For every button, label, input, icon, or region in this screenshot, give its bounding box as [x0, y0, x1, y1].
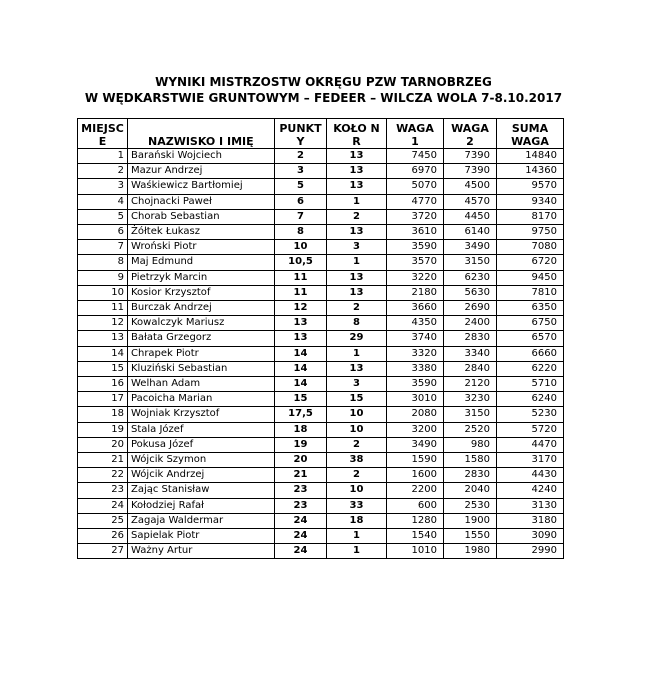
cell-waga2: 3150 — [444, 255, 497, 270]
results-table — [77, 118, 564, 559]
cell-nazwisko: Kowalczyk Mariusz — [128, 316, 275, 331]
table-header-row — [78, 119, 564, 149]
table-row — [78, 422, 564, 437]
cell-waga2: 2040 — [444, 483, 497, 498]
cell-waga1: 5070 — [387, 179, 444, 194]
cell-miejsce: 11 — [78, 301, 128, 316]
cell-miejsce: 25 — [78, 513, 128, 528]
cell-suma: 6570 — [497, 331, 564, 346]
cell-nazwisko: Ważny Artur — [128, 544, 275, 559]
cell-nazwisko: Chorab Sebastian — [128, 209, 275, 224]
cell-nazwisko: Pietrzyk Marcin — [128, 270, 275, 285]
cell-waga1: 3720 — [387, 209, 444, 224]
cell-kolo: 3 — [327, 377, 387, 392]
table-row — [78, 285, 564, 300]
cell-miejsce: 7 — [78, 240, 128, 255]
cell-waga2: 2530 — [444, 498, 497, 513]
cell-nazwisko: Chrapek Piotr — [128, 346, 275, 361]
cell-punkty: 2 — [275, 149, 327, 164]
cell-punkty: 21 — [275, 468, 327, 483]
cell-punkty: 14 — [275, 346, 327, 361]
cell-miejsce: 3 — [78, 179, 128, 194]
cell-waga1: 2180 — [387, 285, 444, 300]
cell-miejsce: 23 — [78, 483, 128, 498]
cell-suma: 14360 — [497, 164, 564, 179]
cell-waga2: 2830 — [444, 468, 497, 483]
cell-kolo: 1 — [327, 194, 387, 209]
cell-punkty: 18 — [275, 422, 327, 437]
cell-miejsce: 9 — [78, 270, 128, 285]
cell-miejsce: 12 — [78, 316, 128, 331]
cell-suma: 6660 — [497, 346, 564, 361]
cell-suma: 3180 — [497, 513, 564, 528]
cell-waga1: 3010 — [387, 392, 444, 407]
cell-nazwisko: Pacoicha Marian — [128, 392, 275, 407]
cell-waga2: 3230 — [444, 392, 497, 407]
cell-waga1: 1280 — [387, 513, 444, 528]
cell-waga2: 1550 — [444, 529, 497, 544]
cell-kolo: 13 — [327, 179, 387, 194]
cell-punkty: 7 — [275, 209, 327, 224]
cell-waga2: 4570 — [444, 194, 497, 209]
cell-suma: 6750 — [497, 316, 564, 331]
cell-nazwisko: Zając Stanisław — [128, 483, 275, 498]
cell-punkty: 23 — [275, 483, 327, 498]
table-row — [78, 513, 564, 528]
table-row — [78, 270, 564, 285]
cell-waga1: 3660 — [387, 301, 444, 316]
cell-miejsce: 15 — [78, 361, 128, 376]
cell-kolo: 13 — [327, 164, 387, 179]
cell-suma: 9570 — [497, 179, 564, 194]
cell-waga1: 4770 — [387, 194, 444, 209]
cell-waga1: 2080 — [387, 407, 444, 422]
cell-punkty: 24 — [275, 513, 327, 528]
header-nazwisko: NAZWISKO I IMIĘ — [128, 119, 275, 149]
cell-suma: 9450 — [497, 270, 564, 285]
cell-miejsce: 21 — [78, 453, 128, 468]
cell-punkty: 14 — [275, 377, 327, 392]
cell-punkty: 17,5 — [275, 407, 327, 422]
cell-waga1: 3590 — [387, 240, 444, 255]
header-miejsce: MIEJSC E — [78, 119, 128, 149]
cell-suma: 6350 — [497, 301, 564, 316]
cell-kolo: 13 — [327, 285, 387, 300]
cell-kolo: 13 — [327, 149, 387, 164]
cell-waga1: 3320 — [387, 346, 444, 361]
cell-nazwisko: Pokusa Józef — [128, 437, 275, 452]
cell-waga1: 1010 — [387, 544, 444, 559]
table-row — [78, 301, 564, 316]
header-punkty: PUNKT Y — [275, 119, 327, 149]
cell-waga2: 2690 — [444, 301, 497, 316]
cell-waga1: 3570 — [387, 255, 444, 270]
cell-nazwisko: Welhan Adam — [128, 377, 275, 392]
cell-punkty: 15 — [275, 392, 327, 407]
cell-punkty: 19 — [275, 437, 327, 452]
cell-miejsce: 24 — [78, 498, 128, 513]
cell-punkty: 11 — [275, 285, 327, 300]
table-row — [78, 194, 564, 209]
table-row — [78, 483, 564, 498]
cell-miejsce: 19 — [78, 422, 128, 437]
cell-punkty: 10,5 — [275, 255, 327, 270]
cell-waga2: 2520 — [444, 422, 497, 437]
cell-suma: 3130 — [497, 498, 564, 513]
cell-kolo: 2 — [327, 437, 387, 452]
cell-waga2: 3340 — [444, 346, 497, 361]
cell-waga1: 3220 — [387, 270, 444, 285]
cell-punkty: 13 — [275, 331, 327, 346]
cell-miejsce: 13 — [78, 331, 128, 346]
cell-suma: 6240 — [497, 392, 564, 407]
cell-punkty: 14 — [275, 361, 327, 376]
cell-punkty: 23 — [275, 498, 327, 513]
cell-nazwisko: Kosior Krzysztof — [128, 285, 275, 300]
cell-waga2: 5630 — [444, 285, 497, 300]
cell-waga2: 1900 — [444, 513, 497, 528]
cell-miejsce: 22 — [78, 468, 128, 483]
cell-punkty: 11 — [275, 270, 327, 285]
table-row — [78, 437, 564, 452]
document-title: WYNIKI MISTRZOSTW OKRĘGU PZW TARNOBRZEG — [155, 75, 492, 89]
cell-suma: 7080 — [497, 240, 564, 255]
cell-miejsce: 5 — [78, 209, 128, 224]
cell-waga1: 3590 — [387, 377, 444, 392]
cell-waga2: 6230 — [444, 270, 497, 285]
cell-suma: 7810 — [497, 285, 564, 300]
cell-miejsce: 26 — [78, 529, 128, 544]
cell-miejsce: 14 — [78, 346, 128, 361]
cell-kolo: 1 — [327, 544, 387, 559]
cell-waga2: 2830 — [444, 331, 497, 346]
cell-suma: 6220 — [497, 361, 564, 376]
cell-punkty: 13 — [275, 316, 327, 331]
cell-nazwisko: Mazur Andrzej — [128, 164, 275, 179]
cell-waga1: 600 — [387, 498, 444, 513]
cell-kolo: 2 — [327, 468, 387, 483]
cell-nazwisko: Bałata Grzegorz — [128, 331, 275, 346]
cell-waga2: 7390 — [444, 149, 497, 164]
cell-kolo: 13 — [327, 225, 387, 240]
cell-kolo: 33 — [327, 498, 387, 513]
cell-kolo: 10 — [327, 422, 387, 437]
cell-punkty: 24 — [275, 544, 327, 559]
cell-miejsce: 1 — [78, 149, 128, 164]
cell-miejsce: 16 — [78, 377, 128, 392]
cell-waga1: 1590 — [387, 453, 444, 468]
cell-waga1: 3740 — [387, 331, 444, 346]
table-row — [78, 392, 564, 407]
document-subtitle: W WĘDKARSTWIE GRUNTOWYM – FEDEER – WILCZA WOLA 7-8.10.2017 — [84, 91, 563, 105]
table-row — [78, 544, 564, 559]
cell-suma: 3090 — [497, 529, 564, 544]
cell-waga1: 1600 — [387, 468, 444, 483]
cell-waga1: 2200 — [387, 483, 444, 498]
cell-waga2: 2120 — [444, 377, 497, 392]
cell-kolo: 13 — [327, 270, 387, 285]
cell-suma: 14840 — [497, 149, 564, 164]
cell-punkty: 6 — [275, 194, 327, 209]
cell-nazwisko: Wójcik Szymon — [128, 453, 275, 468]
cell-kolo: 18 — [327, 513, 387, 528]
cell-waga2: 7390 — [444, 164, 497, 179]
table-row — [78, 164, 564, 179]
cell-waga1: 4350 — [387, 316, 444, 331]
cell-suma: 4430 — [497, 468, 564, 483]
cell-nazwisko: Wójcik Andrzej — [128, 468, 275, 483]
cell-nazwisko: Zagaja Waldermar — [128, 513, 275, 528]
cell-kolo: 3 — [327, 240, 387, 255]
cell-punkty: 5 — [275, 179, 327, 194]
table-row — [78, 331, 564, 346]
cell-kolo: 15 — [327, 392, 387, 407]
cell-suma: 6720 — [497, 255, 564, 270]
cell-miejsce: 17 — [78, 392, 128, 407]
table-row — [78, 529, 564, 544]
table-row — [78, 453, 564, 468]
cell-waga1: 3610 — [387, 225, 444, 240]
cell-miejsce: 8 — [78, 255, 128, 270]
cell-nazwisko: Stala Józef — [128, 422, 275, 437]
table-row — [78, 225, 564, 240]
cell-punkty: 10 — [275, 240, 327, 255]
table-row — [78, 498, 564, 513]
cell-waga2: 1580 — [444, 453, 497, 468]
cell-suma: 8170 — [497, 209, 564, 224]
cell-waga1: 3490 — [387, 437, 444, 452]
cell-miejsce: 18 — [78, 407, 128, 422]
cell-suma: 9750 — [497, 225, 564, 240]
cell-waga2: 6140 — [444, 225, 497, 240]
cell-suma: 4240 — [497, 483, 564, 498]
cell-waga2: 2400 — [444, 316, 497, 331]
cell-kolo: 10 — [327, 407, 387, 422]
cell-nazwisko: Żółtek Łukasz — [128, 225, 275, 240]
cell-suma: 5230 — [497, 407, 564, 422]
cell-punkty: 3 — [275, 164, 327, 179]
cell-nazwisko: Wroński Piotr — [128, 240, 275, 255]
cell-miejsce: 6 — [78, 225, 128, 240]
cell-waga2: 3490 — [444, 240, 497, 255]
cell-miejsce: 20 — [78, 437, 128, 452]
cell-waga1: 1540 — [387, 529, 444, 544]
cell-nazwisko: Wojniak Krzysztof — [128, 407, 275, 422]
cell-waga2: 4500 — [444, 179, 497, 194]
cell-nazwisko: Waśkiewicz Bartłomiej — [128, 179, 275, 194]
cell-kolo: 8 — [327, 316, 387, 331]
table-row — [78, 361, 564, 376]
cell-kolo: 1 — [327, 346, 387, 361]
cell-waga2: 980 — [444, 437, 497, 452]
cell-waga2: 1980 — [444, 544, 497, 559]
cell-miejsce: 27 — [78, 544, 128, 559]
cell-punkty: 12 — [275, 301, 327, 316]
cell-suma: 3170 — [497, 453, 564, 468]
cell-kolo: 2 — [327, 301, 387, 316]
table-row — [78, 377, 564, 392]
table-row — [78, 468, 564, 483]
cell-nazwisko: Kluziński Sebastian — [128, 361, 275, 376]
cell-waga2: 4450 — [444, 209, 497, 224]
cell-nazwisko: Maj Edmund — [128, 255, 275, 270]
cell-waga1: 7450 — [387, 149, 444, 164]
cell-nazwisko: Chojnacki Paweł — [128, 194, 275, 209]
cell-miejsce: 4 — [78, 194, 128, 209]
cell-miejsce: 10 — [78, 285, 128, 300]
header-suma: SUMA WAGA — [497, 119, 564, 149]
cell-suma: 9340 — [497, 194, 564, 209]
cell-suma: 5710 — [497, 377, 564, 392]
cell-punkty: 24 — [275, 529, 327, 544]
cell-suma: 5720 — [497, 422, 564, 437]
cell-punkty: 8 — [275, 225, 327, 240]
cell-nazwisko: Sapielak Piotr — [128, 529, 275, 544]
cell-punkty: 20 — [275, 453, 327, 468]
cell-suma: 4470 — [497, 437, 564, 452]
header-kolo: KOŁO N R — [327, 119, 387, 149]
table-row — [78, 255, 564, 270]
table-row — [78, 316, 564, 331]
cell-waga2: 3150 — [444, 407, 497, 422]
cell-kolo: 2 — [327, 209, 387, 224]
table-row — [78, 407, 564, 422]
cell-waga1: 3200 — [387, 422, 444, 437]
table-row — [78, 179, 564, 194]
cell-waga2: 2840 — [444, 361, 497, 376]
cell-miejsce: 2 — [78, 164, 128, 179]
header-waga2: WAGA 2 — [444, 119, 497, 149]
cell-suma: 2990 — [497, 544, 564, 559]
table-row — [78, 149, 564, 164]
cell-nazwisko: Barański Wojciech — [128, 149, 275, 164]
table-row — [78, 240, 564, 255]
table-row — [78, 209, 564, 224]
table-row — [78, 346, 564, 361]
cell-nazwisko: Burczak Andrzej — [128, 301, 275, 316]
header-waga1: WAGA 1 — [387, 119, 444, 149]
cell-nazwisko: Kołodziej Rafał — [128, 498, 275, 513]
cell-kolo: 1 — [327, 255, 387, 270]
cell-kolo: 10 — [327, 483, 387, 498]
cell-kolo: 13 — [327, 361, 387, 376]
cell-kolo: 1 — [327, 529, 387, 544]
cell-waga1: 3380 — [387, 361, 444, 376]
cell-waga1: 6970 — [387, 164, 444, 179]
cell-kolo: 29 — [327, 331, 387, 346]
cell-kolo: 38 — [327, 453, 387, 468]
